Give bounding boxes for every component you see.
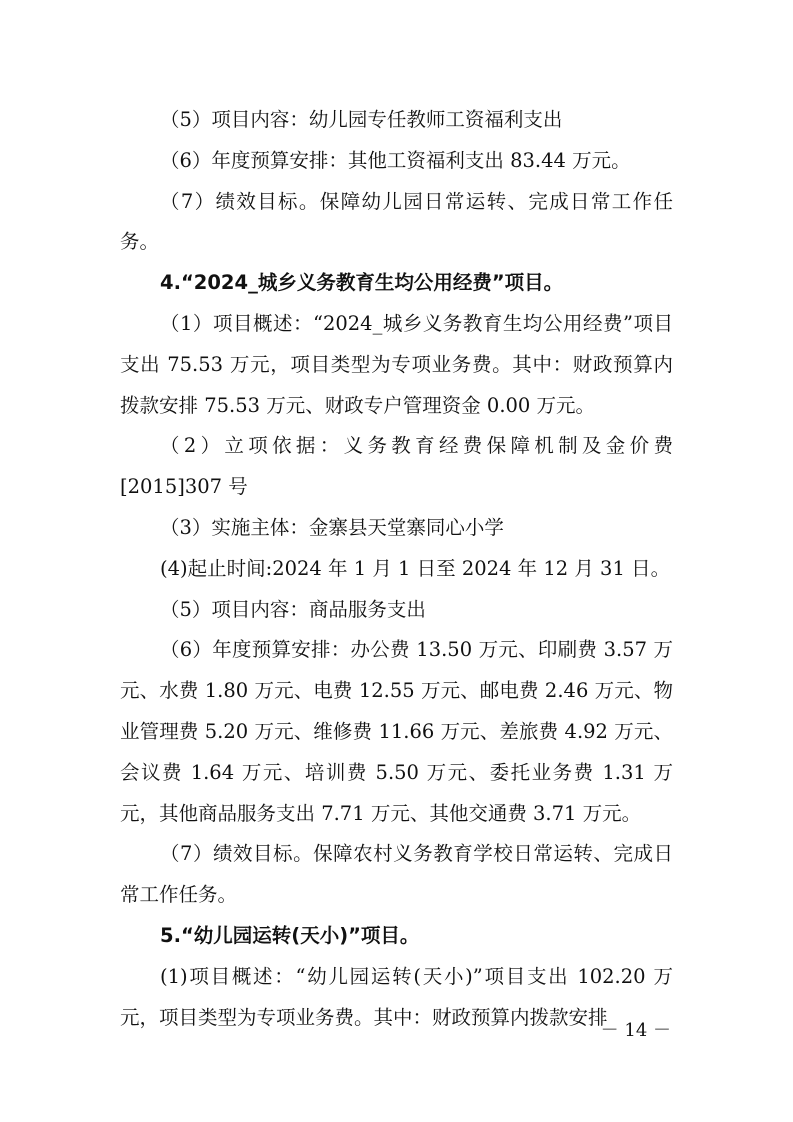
paragraph: （2）立项依据：义务教育经费保障机制及金价费[2015]307 号 xyxy=(120,434,673,499)
paragraph: （7）绩效目标。保障农村义务教育学校日常运转、完成日常工作任务。 xyxy=(120,842,673,907)
paragraph: （1）项目概述：“2024_城乡义务教育生均公用经费”项目支出 75.53 万元，项目类型为专项业务费。其中：财政预算内拨款安排 75.53 万元、财政专户管理资金 0.00 万元。 xyxy=(120,311,673,417)
document-body xyxy=(120,100,673,1038)
section-heading: 4.“2024_城乡义务教育生均公用经费”项目。 xyxy=(160,271,564,295)
paragraph: (4)起止时间:2024 年 1 月 1 日至 2024 年 12 月 31 日。 xyxy=(160,556,671,580)
paragraph: （5）项目内容：商品服务支出 xyxy=(160,597,426,621)
paragraph: （5）项目内容：幼儿园专任教师工资福利支出 xyxy=(160,108,563,131)
page-number: － 14 － xyxy=(600,1020,671,1041)
section-heading: 5.“幼儿园运转(天小)”项目。 xyxy=(160,923,420,947)
paragraph: （6）年度预算安排：办公费 13.50 万元、印刷费 3.57 万元、水费 1.80 万元、电费 12.55 万元、邮电费 2.46 万元、物业管理费 5.20 万元、维修费 11.66 万元、差旅费 4.92 万元、会议费 1.64 万元、培训费 5.50 万元、委托业务费 1.31 万元，其他商品服务支出 7.71 万元、其他交通费 3.71 万元。 xyxy=(120,638,673,825)
paragraph: （6）年度预算安排：其他工资福利支出 83.44 万元。 xyxy=(160,148,631,172)
paragraph: （7）绩效目标。保障幼儿园日常运转、完成日常工作任务。 xyxy=(120,189,673,254)
paragraph: （3）实施主体：金寨县天堂寨同心小学 xyxy=(160,515,504,539)
paragraph: (1)项目概述：“幼儿园运转(天小)”项目支出 102.20 万元，项目类型为专项业务费。其中：财政预算内拨款安排 xyxy=(120,964,673,1029)
